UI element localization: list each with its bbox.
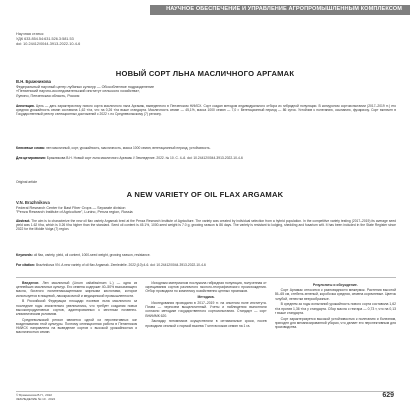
udc-code: УДК 633.854.54:631.526.3:581.53 bbox=[16, 37, 74, 41]
title-en: A NEW VARIETY OF OIL FLAX ARGAMAK bbox=[126, 190, 284, 199]
citation-ru bbox=[16, 156, 396, 160]
footer-text bbox=[16, 394, 55, 402]
abstract-en-label: Abstract. bbox=[16, 219, 31, 223]
page-number: 629 bbox=[382, 392, 394, 399]
title-ru: НОВЫЙ СОРТ ЛЬНА МАСЛИЧНОГО АРГАМАК bbox=[115, 69, 295, 78]
journal-header bbox=[0, 0, 410, 24]
col1-paragraph-2: В Российской Федерации площади посевов льна масличного за последние годы значительно увеличились, что требует создания новых высокопродуктивных сортов, адаптированных к местным почвенно-климатическим условиям. bbox=[16, 299, 138, 317]
col2-paragraph-2: Исследования проводили в 2017–2019 гг. на опытном поле института. Почва — чернозем выщелоченный. Учеты и наблюдения выполняли согласно методике государственного сортоиспытания. Стандарт — сорт ВНИИМК 620. bbox=[145, 300, 267, 318]
authors-ru bbox=[16, 80, 396, 98]
col3-paragraph-2: В среднем за годы испытаний урожайность нового сорта составила 1,62 т/га против 1,36 т/га у стандарта. Сбор масла с гектара — 0,73 т, что на 0,13 т выше стандарта. bbox=[274, 302, 396, 315]
original-article-label: Original article bbox=[16, 180, 38, 184]
col1-paragraph-3: Средневолжский регион является одной из перспективных зон возделывания этой культуры. Поэтому селекционная работа в Пензенском НИИСХ направлена на выведение сортов с высокой урожайностью и масличностью семян. bbox=[16, 317, 138, 335]
keywords-en bbox=[16, 253, 396, 257]
article-body bbox=[16, 281, 396, 391]
citation-en-label: For citation: bbox=[16, 263, 36, 267]
citation-ru-text: Бражникова В.Н. Новый сорт льна масличного Аргамак // Земледелие. 2022. № 10. С. 4–6. doi: 10.24412/0044-3913-2022-10-4-6 bbox=[46, 156, 243, 160]
footer-divider bbox=[16, 391, 394, 392]
abstract-en bbox=[16, 219, 396, 231]
doi: doi: 10.24412/0044-3913-2022-10-4-6 bbox=[16, 42, 81, 46]
citation-en bbox=[16, 263, 396, 267]
col3-paragraph-1: Сорт Аргамак относится к разновидности межеумок. Растения высотой 55–65 см, стебель зеленый, коробочка средняя, семена коричневые. Цветок голубой, лепестки веерообразные. bbox=[274, 288, 396, 301]
keywords-en-label: Keywords: bbox=[16, 253, 33, 257]
col1-paragraph-1: Лен масличный (Linum usitatissimum L.) — одна из ценнейших масличных культур. Его семена содержат 40–50% высыхающего масла, богатого полиненасыщенными жирными кислотами, которое используется в пищевой, лакокрасочной и медицинской промышленности. bbox=[16, 281, 138, 298]
affiliation-ru-3: Лунино, Пензенская область, Россия bbox=[16, 93, 80, 98]
col2-paragraph-3: Закладку питомников осуществляли в оптимальные сроки, посев проводили сеялкой с нормой высева 7 млн всхожих семян на 1 га. bbox=[145, 319, 267, 328]
keywords-ru bbox=[16, 146, 396, 150]
article-meta bbox=[16, 32, 216, 47]
abstract-ru-label: Аннотация. bbox=[16, 104, 35, 108]
affiliation-en-2: "Penza Research Institute of Agriculture", Lunino, Penza region, Russia bbox=[16, 210, 133, 215]
authors-en bbox=[16, 201, 396, 215]
body-column-3 bbox=[275, 281, 396, 391]
keywords-ru-text: лен масличный, сорт, урожайность, масличность, масса 1000 семян, вегетационный период, устойчивость. bbox=[45, 146, 211, 150]
copyright: © Бражникова В.Н., 2022 bbox=[16, 393, 53, 397]
article-type: Научная статья bbox=[16, 32, 44, 36]
page-footer bbox=[16, 391, 394, 405]
abstract-ru-text: Цель — дать характеристику нового сорта масличного льна Аргамак, выведенного в Пензенском НИИСХ. Сорт создан методом индивидуального отбора из гибридной популяции. В конкурсном сортоиспытании (2017–2019 гг.) его средняя урожайность семян составила 1,62 т/га, что на 0,26 т/га выше стандарта. Масличность семян — 45,1%, масса 1000 семян — 7,0 г. Вегетационный период — 86 суток. Устойчив к полеганию, осыпанию, фузариозу. Сорт включен в Государственный реестр селекционных достижений с 2022 г. по Средневолжскому (7) региону. bbox=[16, 104, 396, 117]
col3-heading: Результаты и обсуждение. bbox=[312, 282, 358, 287]
citation-en-text: Brazhnikova VN. A new variety of oil flax Argamak. Zemledelie. 2022;(10):4-6. doi: 10.24412/0044-3913-2022-10-4-6 bbox=[35, 263, 206, 267]
author-name-en: V.N. Brazhnikova bbox=[16, 200, 50, 205]
col3-paragraph-3: Сорт характеризуется высокой устойчивостью к полеганию и болезням, пригоден для механизированной уборки, что делает его перспективным для производства. bbox=[274, 316, 396, 330]
col2-heading: Методика. bbox=[197, 295, 215, 300]
affiliation-ru-1: Федеральный научный центр лубяных культур — Обособленное подразделение bbox=[16, 84, 155, 89]
affiliation-ru-2: «Пензенский научно-исследовательский институт сельского хозяйства», bbox=[16, 89, 141, 94]
section-title: НАУЧНОЕ ОБЕСПЕЧЕНИЕ И УПРАВЛЕНИЕ АГРОПРОМЫШЛЕННЫМ КОМПЛЕКСОМ bbox=[166, 6, 402, 12]
journal-issue: ЗЕМЛЕДЕЛИЕ № 10 · 2022 bbox=[16, 396, 56, 401]
section-divider bbox=[16, 277, 396, 278]
body-column-2 bbox=[145, 281, 266, 391]
keywords-en-text: oil flax, variety, yield, oil content, 1000-seed weight, growing season, resistance. bbox=[33, 253, 151, 257]
author-name-ru: В.Н. Бражникова bbox=[16, 79, 51, 84]
citation-ru-label: Для цитирования: bbox=[16, 156, 46, 160]
col2-paragraph-1: Исходным материалом послужила гибридная популяция, полученная от скрещивания сортов различного эколого-географического происхождения. Отбор проводили по комплексу хозяйственно ценных признаков. bbox=[145, 281, 267, 294]
col1-heading: Введение. bbox=[22, 281, 40, 285]
abstract-ru bbox=[16, 104, 396, 116]
affiliation-en-1: Federal Research Center for Bast Fiber Crops — Separate division bbox=[16, 205, 126, 210]
keywords-ru-label: Ключевые слова: bbox=[16, 146, 45, 150]
abstract-en-text: The aim is to characterize the new oil flax variety Argamak bred at the Penza Research Institute of Agriculture. The variety was created by individual selection from a hybrid population. In the competitive variety testing (2017–2019) its average seed yield was 1.62 t/ha, which is 0.26 t/ha higher than the standard. Seed oil content is 45.1%, 1000-seed weight is 7.0 g, growing season is 86 days. The variety is resistant to lodging, shedding and fusarium wilt. It has been included in the State Register since 2022 for the Middle Volga (7) region. bbox=[16, 219, 396, 232]
body-column-1 bbox=[16, 281, 137, 391]
